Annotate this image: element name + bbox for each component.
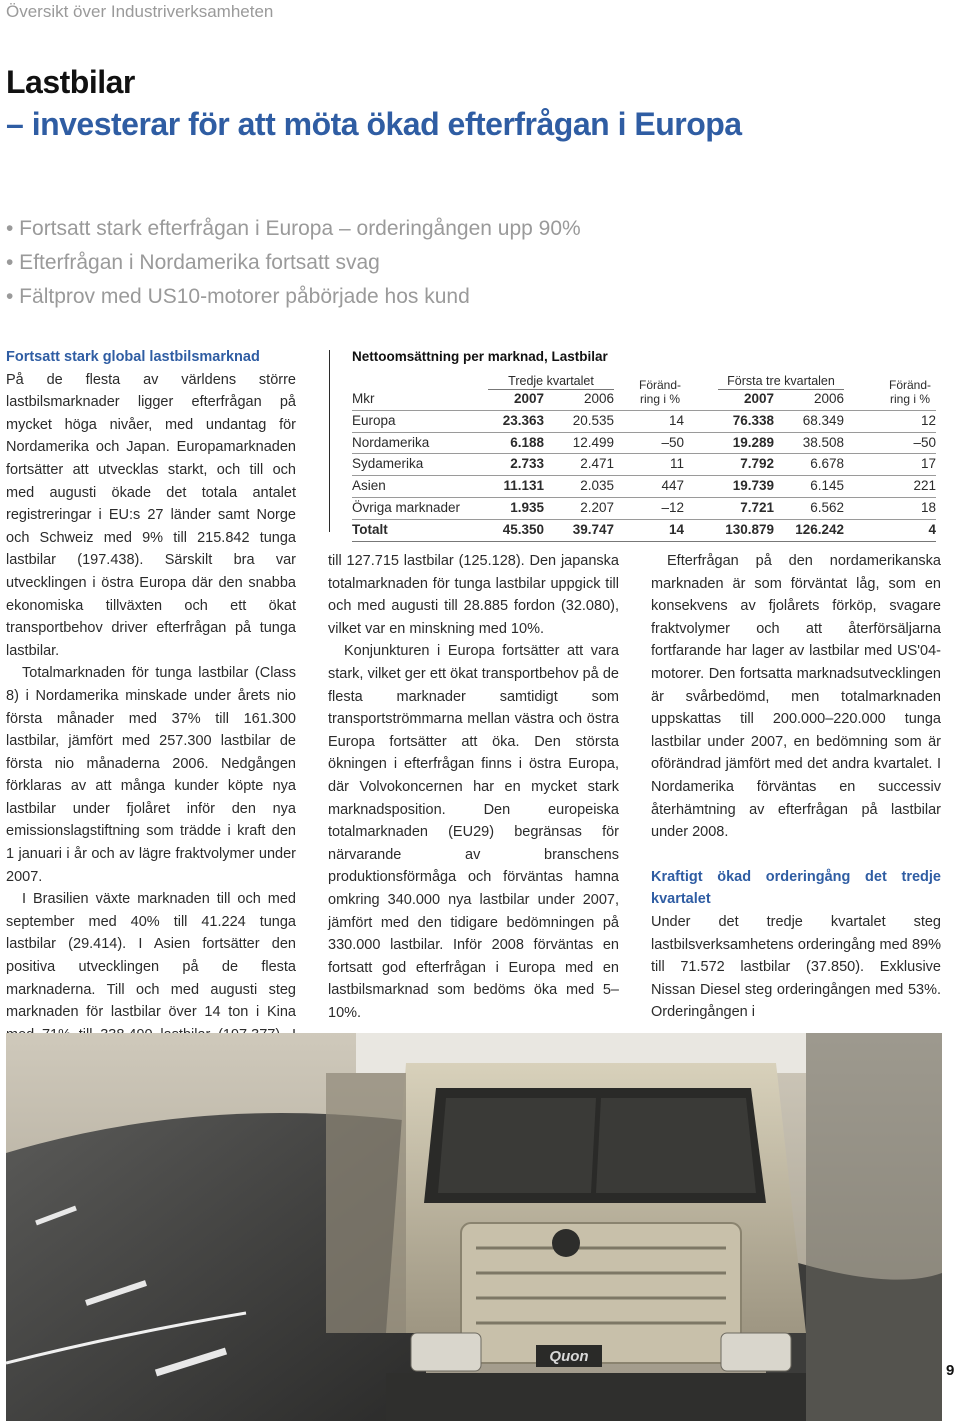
section-heading: Fortsatt stark global lastbilsmarknad — [6, 349, 260, 365]
text-column-1 — [6, 346, 296, 1069]
year-header: 2007 — [513, 391, 544, 406]
year-header: 2007 — [743, 391, 774, 406]
grille-badge: Quon — [549, 1348, 589, 1365]
year-header: 2006 — [813, 391, 844, 406]
table-title: Nettoomsättning per marknad, Lastbilar — [352, 349, 608, 364]
running-header: Översikt över Industriverksamheten — [6, 2, 274, 21]
paragraph: Konjunkturen i Europa fortsätter att vara stark, vilket ger ett ökat transportbehov på de flesta marknader samtidigt som transportströmmarna mellan västra och östra Europa fortsätter att öka. Den största ökningen i efterfrågan finns i östra Europa, där Volvokoncernen har en mycket stark marknadsposition. Den europeiska totalmarknaden (EU29) begränsas för närvarande av branschens produktionsförmåga och förväntas hamna omkring 340.000 nya lastbilar under 2007, jämfört med den tidigare bedömningen på 330.000 lastbilar. Inför 2008 förväntas en fortsatt god efterfrågan i Europa med en lastbilsmarknad som bedöms öka med 5–10%. — [328, 643, 619, 1021]
page-number: 9 — [946, 1362, 955, 1379]
year-header: 2006 — [583, 391, 614, 406]
section-heading: Kraftigt ökad orderingång det tredje kvartalet — [651, 868, 941, 908]
paragraph: Under det tredje kvartalet steg lastbilsverksamhetens orderingång med 89% till 71.572 lastbilar (37.850). Exklusive Nissan Diesel steg orderingången med 53%. Orderingången i — [651, 913, 941, 1021]
unit-label: Mkr — [352, 391, 375, 406]
table-row: Övriga marknader 1.935 2.207 –12 7.721 6.562 18 — [352, 497, 936, 519]
summary-bullets — [6, 212, 581, 314]
change-header-ytd: Föränd- ring i % — [888, 378, 932, 406]
bullet-item: • Fältprov med US10-motorer påbörjade hos kund — [6, 285, 470, 308]
text-column-2 — [328, 550, 619, 1024]
table-row-years — [352, 389, 936, 410]
paragraph: I Brasilien växte marknaden till och med september med 40% till 41.224 tunga lastbilar (29.414). I Asien fortsätter den positiva utvecklingen på de flesta marknaderna. Till och med augusti steg marknaden för lastbilar över 14 ton i Kina — [6, 891, 296, 1021]
table-row: Nordamerika 6.188 12.499 –50 19.289 38.508 –50 — [352, 432, 936, 454]
paragraph: till 127.715 lastbilar (125.128). Den japanska totalmarknaden för tunga lastbilar uppgick till och med augusti till 28.885 fordon (32.080), vilket var en minskning med 10%. — [328, 553, 619, 637]
table-row-total: Totalt 45.350 39.747 14 130.879 126.242 4 — [352, 519, 936, 542]
table-row: Asien 11.131 2.035 447 19.739 6.145 221 — [352, 475, 936, 497]
group-header-q3: Tredje kvartalet — [488, 374, 614, 390]
bullet-item: • Fortsatt stark efterfrågan i Europa – orderingången upp 90% — [6, 217, 581, 240]
table-row: Sydamerika 2.733 2.471 11 7.792 6.678 17 — [352, 453, 936, 475]
paragraph: Efterfrågan på den nordamerikanska marknaden är som förväntat låg, som en konsekvens av fjolårets förköp, svagare fraktvolymer och att återförsäljarna fortfarande har lager av lastbilar med US'04-motorer. Den fortsatta marknadsutvecklingen är svårbedömd, men totalmarknaden uppskattas till 200.000–220.000 tunga lastbilar under 2007, en bedömning som är oförändrad jämfört med det andra kvartalet. I Nordamerika förväntas en successiv återhämtning av efterfrågan på lastbilar under 2008. — [651, 553, 941, 841]
column-divider — [329, 350, 330, 532]
table-row: Europa 23.363 20.535 14 76.338 68.349 12 — [352, 410, 936, 432]
text-column-3 — [651, 550, 941, 1024]
group-header-ytd: Första tre kvartalen — [718, 374, 844, 390]
page-title: Lastbilar — [6, 64, 135, 100]
bullet-item: • Efterfrågan i Nordamerika fortsatt svag — [6, 251, 380, 274]
page-subtitle: – investerar för att möta ökad efterfrågan i Europa — [6, 106, 742, 142]
paragraph: Totalmarknaden för tunga lastbilar (Class 8) i Nordamerika minskade under årets nio första månader med 37% till 161.300 lastbilar, jämfört med 257.300 lastbilar de första nio månaderna 2006. Nedgången förklaras av att många kunder köpte nya lastbilar under fjolåret inför den nya emissionslagstiftning som trädde i kraft den 1 januari i år och av lägre fraktvolymer under 2007. — [6, 665, 296, 885]
change-header-q3: Föränd- ring i % — [638, 378, 682, 406]
sales-table — [352, 346, 936, 542]
paragraph: På de flesta av världens större lastbilsmarknader ligger efterfrågan på mycket höga nivåer, med undantag för Nordamerika och Japan. Europamarknaden fortsätter att utvecklas starkt, och till och med augusti ökade det totala antalet registreringar i EU:s 27 länder samt Norge och Schweiz med 9% till 215.842 tunga lastbilar (197.438). Särskilt bra var utvecklingen i östra Europa där den snabba ekonomiska tillväxten och ett ökat transportbehov driver efterfrågan på tunga lastbilar. — [6, 371, 296, 659]
truck-illustration — [6, 1033, 942, 1421]
truck-photo — [6, 1033, 942, 1421]
